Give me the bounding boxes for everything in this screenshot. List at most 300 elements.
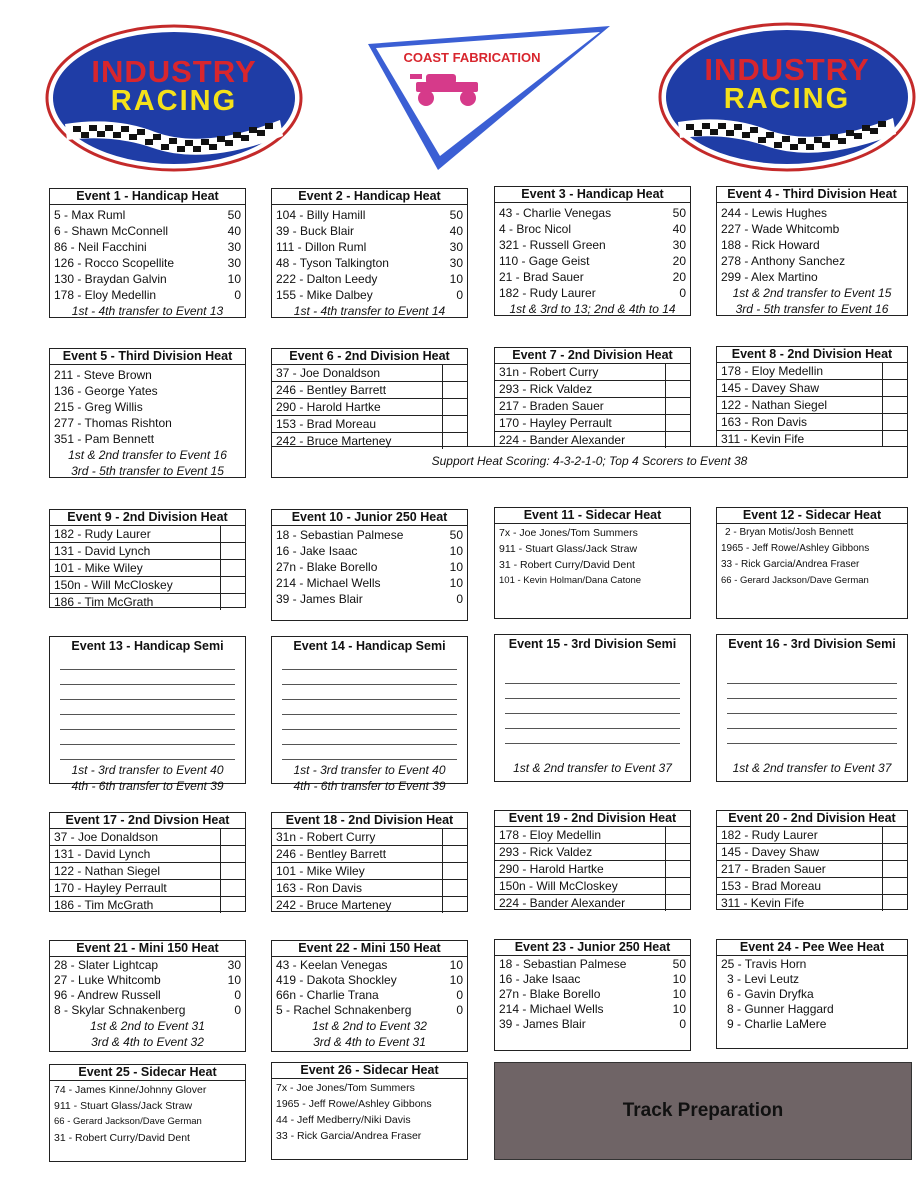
rider-name: 6 - Shawn McConnell [54,224,169,238]
event-title: Event 24 - Pee Wee Heat [717,940,907,956]
industry-racing-logo-right [658,22,916,172]
rider-row [272,207,467,223]
transfer-note: 3rd & 4th to Event 32 [91,1035,204,1049]
rider-row [272,1128,467,1144]
rider-name: 214 - Michael Wells [499,1002,604,1016]
rider-row [272,239,467,255]
transfer-note: 1st - 4th transfer to Event 13 [71,304,224,318]
rider-row [50,239,245,255]
rider-row [272,382,467,399]
rider-name: 153 - Brad Moreau [721,879,822,893]
transfer-note: 3rd - 5th transfer to Event 15 [71,464,224,478]
rider-name: 293 - Rick Valdez [499,845,593,859]
rider-row [717,269,907,285]
event-22-card [271,940,468,1052]
score-cell [220,880,245,896]
rider-row [272,829,467,846]
rider-name: 290 - Harold Hartke [499,862,604,876]
rider-row [50,526,245,543]
rider-points: 0 [234,1003,241,1017]
rider-name: 186 - Tim McGrath [54,898,154,912]
rider-points: 10 [672,972,686,986]
logo-line2: RACING [723,83,851,115]
rider-name: 222 - Dalton Leedy [276,272,378,286]
rider-points: 10 [672,987,686,1001]
transfer-note: 1st & 2nd transfer to Event 15 [732,286,892,300]
rider-row [272,958,467,973]
score-cell [220,543,245,559]
rider-name: 224 - Bander Alexander [499,896,626,910]
rider-row [495,844,690,861]
rider-name: 39 - James Blair [499,1017,586,1031]
rider-row [272,1080,467,1096]
rider-name: 9 - Charlie LaMere [727,1017,827,1031]
support-heat-note: Support Heat Scoring: 4-3-2-1-0; Top 4 Scorers to Event 38 [431,454,748,468]
rider-name: 74 - James Kinne/Johnny Glover [54,1084,207,1096]
rider-row [495,381,690,398]
blank-line [727,684,897,699]
transfer-note: 1st & 2nd to Event 32 [312,1019,427,1033]
rider-row [495,557,690,573]
rider-name: 16 - Jake Isaac [499,972,581,986]
rider-name: 86 - Neil Facchini [54,240,147,254]
event-26-card [271,1062,468,1160]
event-4-card [716,186,908,316]
rider-name: 244 - Lewis Hughes [721,206,828,220]
rider-name: 39 - James Blair [276,592,363,606]
rider-points: 30 [449,240,463,254]
rider-row [272,846,467,863]
score-cell [442,829,467,845]
rider-row [717,363,907,380]
transfer-note: 1st & 2nd transfer to Event 37 [732,761,892,775]
rider-name: 246 - Bentley Barrett [276,383,387,397]
score-cell [442,399,467,415]
event-title: Event 3 - Handicap Heat [495,187,690,203]
score-cell [882,861,907,877]
blank-line [60,730,235,745]
rider-points: 20 [672,254,686,268]
rider-row [50,1082,245,1098]
rider-name: 131 - David Lynch [54,544,151,558]
event-title: Event 21 - Mini 150 Heat [50,941,245,957]
rider-name: 1965 - Jeff Rowe/Ashley Gibbons [721,543,870,554]
blank-line [60,745,235,760]
event-title: Event 15 - 3rd Division Semi [508,637,677,651]
rider-points: 0 [679,286,686,300]
rider-name: 311 - Kevin Fife [721,432,805,446]
event-18-card [271,812,468,912]
blank-line [60,715,235,730]
rider-name: 110 - Gage Geist [499,254,590,268]
rider-row [717,1002,907,1017]
event-title: Event 25 - Sidecar Heat [50,1065,245,1081]
rider-name: 31 - Robert Curry/David Dent [54,1132,190,1144]
blank-line [727,729,897,744]
event-15-card [494,634,691,782]
rider-name: 277 - Thomas Rishton [54,416,172,430]
rider-row [717,844,907,861]
rider-name: 8 - Skylar Schnakenberg [54,1003,186,1017]
rider-name: 66n - Charlie Trana [276,988,379,1002]
blank-line [282,670,457,685]
rider-points: 0 [456,288,463,302]
rider-name: 224 - Bander Alexander [499,433,626,447]
rider-row [50,543,245,560]
event-title: Event 20 - 2nd Division Heat [717,811,907,827]
transfer-note: 4th - 6th transfer to Event 39 [71,779,224,793]
rider-name: 178 - Eloy Medellin [54,288,157,302]
rider-row [272,527,467,543]
event-title: Event 16 - 3rd Division Semi [728,637,896,651]
rider-row [50,367,245,383]
rider-row [495,364,690,381]
score-cell [220,829,245,845]
rider-row [50,287,245,303]
rider-row [50,973,245,988]
event-title: Event 12 - Sidecar Heat [717,508,907,524]
event-title: Event 7 - 2nd Division Heat [495,348,690,364]
rider-points: 10 [227,272,241,286]
event-14-card [271,636,468,793]
rider-row [272,988,467,1003]
rider-name: 217 - Braden Sauer [721,862,826,876]
score-cell [665,381,690,397]
rider-name: 182 - Rudy Laurer [499,286,596,300]
rider-points: 0 [234,288,241,302]
rider-row [717,397,907,414]
rider-name: 37 - Joe Donaldson [276,366,381,380]
blank-line [505,729,680,744]
rider-row [272,1112,467,1128]
rider-name: 911 - Stuart Glass/Jack Straw [499,543,638,555]
rider-name: 182 - Rudy Laurer [721,828,818,842]
event-10-card [271,509,468,621]
event-title: Event 4 - Third Division Heat [717,187,907,203]
blank-line [282,730,457,745]
rider-row [717,987,907,1002]
event-title: Event 13 - Handicap Semi [71,639,224,653]
transfer-note: 1st & 2nd transfer to Event 37 [513,761,672,775]
rider-name: 170 - Hayley Perrault [54,881,167,895]
score-cell [665,364,690,380]
rider-row [50,399,245,415]
rider-name: 215 - Greg Willis [54,400,143,414]
blank-line [60,655,235,670]
score-cell [442,382,467,398]
rider-row [272,575,467,591]
rider-row [717,414,907,431]
rider-row [717,541,907,557]
coast-fabrication-logo [364,24,612,174]
rider-points: 50 [672,957,686,971]
rider-points: 0 [234,988,241,1002]
rider-name: 211 - Steve Brown [54,368,152,382]
rider-row [717,237,907,253]
event-20-card [716,810,908,910]
score-cell [220,560,245,576]
rider-row [495,827,690,844]
rider-name: 188 - Rick Howard [721,238,820,252]
rider-row [50,577,245,594]
track-preparation-label: Track Preparation [622,1100,784,1121]
rider-row [50,863,245,880]
rider-row [495,237,690,253]
rider-name: 351 - Pam Bennett [54,432,155,446]
score-cell [665,861,690,877]
blank-line [505,699,680,714]
score-cell [220,594,245,610]
rider-row [495,1017,690,1032]
rider-points: 0 [456,1003,463,1017]
score-cell [442,863,467,879]
event-21-card [49,940,246,1052]
sponsor-name: COAST FABRICATION [403,50,541,65]
rider-row [495,221,690,237]
logo-line1: INDUSTRY [91,54,257,89]
score-cell [882,827,907,843]
rider-row [495,253,690,269]
rider-row [50,255,245,271]
rider-name: 290 - Harold Hartke [276,400,381,414]
rider-row [717,1017,907,1032]
blank-line [282,685,457,700]
rider-name: 136 - George Yates [54,384,158,398]
event-title: Event 9 - 2nd Division Heat [50,510,245,526]
rider-name: 8 - Gunner Haggard [727,1002,834,1016]
rider-name: 170 - Hayley Perrault [499,416,612,430]
rider-name: 96 - Andrew Russell [54,988,161,1002]
rider-row [50,880,245,897]
event-title: Event 11 - Sidecar Heat [495,508,690,524]
event-2-card [271,188,468,318]
event-8-card [716,346,908,447]
score-cell [665,415,690,431]
rider-name: 39 - Buck Blair [276,224,355,238]
rider-name: 33 - Rick Garcia/Andrea Fraser [276,1130,422,1142]
score-cell [882,397,907,413]
rider-name: 278 - Anthony Sanchez [721,254,846,268]
rider-row [272,255,467,271]
blank-line [727,699,897,714]
rider-name: 242 - Bruce Marteney [276,898,392,912]
rider-points: 10 [449,272,463,286]
score-cell [442,365,467,381]
rider-name: 5 - Rachel Schnakenberg [276,1003,412,1017]
event-title: Event 17 - 2nd Divsion Heat [50,813,245,829]
rider-row [50,1130,245,1146]
rider-row [495,1002,690,1017]
rider-row [272,543,467,559]
event-17-card [49,812,246,912]
rider-points: 0 [456,988,463,1002]
event-title: Event 26 - Sidecar Heat [272,1063,467,1079]
rider-name: 321 - Russell Green [499,238,606,252]
event-title: Event 5 - Third Division Heat [50,349,245,365]
transfer-note: 3rd & 4th to Event 31 [313,1035,426,1049]
score-cell [882,363,907,379]
rider-row [272,287,467,303]
rider-row [717,221,907,237]
rider-row [717,861,907,878]
rider-row [717,878,907,895]
rider-name: 153 - Brad Moreau [276,417,377,431]
rider-row [50,958,245,973]
rider-row [272,271,467,287]
rider-row [717,253,907,269]
transfer-note: 1st - 3rd transfer to Event 40 [293,763,446,777]
event-5-card [49,348,246,478]
rider-row [495,895,690,911]
rider-row [50,1098,245,1114]
rider-name: 27 - Luke Whitcomb [54,973,161,987]
event-7-card [494,347,691,447]
rider-row [272,1003,467,1018]
score-cell [882,380,907,396]
rider-row [717,895,907,911]
rider-row [272,880,467,897]
rider-points: 10 [449,560,463,574]
rider-row [50,846,245,863]
rider-row [495,957,690,972]
rider-name: 246 - Bentley Barrett [276,847,387,861]
rider-row [272,416,467,433]
rider-row [272,897,467,913]
logo-line2: RACING [110,85,238,117]
rider-points: 20 [672,270,686,284]
rider-points: 10 [449,973,463,987]
rider-points: 30 [672,238,686,252]
rider-row [272,559,467,575]
rider-row [717,957,907,972]
rider-points: 50 [672,206,686,220]
industry-racing-logo-left [45,24,303,172]
rider-points: 10 [449,958,463,972]
rider-name: 101 - Mike Wiley [54,561,143,575]
rider-points: 40 [672,222,686,236]
rider-name: 186 - Tim McGrath [54,595,154,609]
rider-points: 50 [449,208,463,222]
rider-name: 25 - Travis Horn [721,957,807,971]
rider-name: 3 - Levi Leutz [727,972,800,986]
transfer-note: 1st & 3rd to 13; 2nd & 4th to 14 [509,302,676,316]
rider-row [717,827,907,844]
score-cell [220,577,245,593]
rider-name: 145 - Davey Shaw [721,845,820,859]
rider-row [495,269,690,285]
score-cell [665,844,690,860]
blank-line [727,714,897,729]
rider-name: 101 - Kevin Holman/Dana Catone [499,575,642,586]
transfer-note: 1st - 4th transfer to Event 14 [293,304,446,318]
rider-name: 242 - Bruce Marteney [276,434,392,448]
rider-name: 28 - Slater Lightcap [54,958,159,972]
rider-name: 419 - Dakota Shockley [276,973,397,987]
event-25-card [49,1064,246,1162]
rider-row [495,861,690,878]
rider-row [495,525,690,541]
rider-row [50,897,245,913]
score-cell [882,895,907,911]
event-11-card [494,507,691,619]
score-cell [882,878,907,894]
score-cell [442,880,467,896]
transfer-note: 1st & 2nd to Event 31 [90,1019,205,1033]
rider-row [272,591,467,607]
score-cell [442,846,467,862]
rider-name: 155 - Mike Dalbey [276,288,373,302]
rider-row [50,431,245,447]
rider-points: 30 [227,240,241,254]
event-title: Event 14 - Handicap Semi [293,639,446,653]
rider-name: 37 - Joe Donaldson [54,830,159,844]
rider-name: 33 - Rick Garcia/Andrea Fraser [721,559,860,570]
rider-name: 217 - Braden Sauer [499,399,604,413]
score-cell [220,526,245,542]
rider-name: 43 - Keelan Venegas [276,958,388,972]
rider-name: 163 - Ron Davis [276,881,363,895]
event-title: Event 19 - 2nd Division Heat [495,811,690,827]
rider-name: 66 - Gerard Jackson/Dave German [721,575,869,586]
blank-line [60,685,235,700]
rider-name: 178 - Eloy Medellin [721,364,824,378]
rider-name: 122 - Nathan Siegel [54,864,161,878]
rider-row [495,398,690,415]
rider-name: 163 - Ron Davis [721,415,808,429]
rider-row [272,399,467,416]
rider-name: 911 - Stuart Glass/Jack Straw [54,1100,193,1112]
rider-row [272,433,467,449]
event-title: Event 6 - 2nd Division Heat [272,349,467,365]
rider-row [50,594,245,610]
rider-points: 10 [449,544,463,558]
score-cell [882,431,907,447]
rider-name: 5 - Max Ruml [54,208,126,222]
score-cell [442,416,467,432]
transfer-note: 1st - 3rd transfer to Event 40 [71,763,224,777]
rider-name: 44 - Jeff Medberry/Niki Davis [276,1114,411,1126]
rider-row [50,383,245,399]
event-title: Event 8 - 2nd Division Heat [717,347,907,363]
rider-points: 40 [227,224,241,238]
rider-name: 293 - Rick Valdez [499,382,593,396]
rider-name: 4 - Broc Nicol [499,222,572,236]
rider-row [717,525,907,541]
rider-name: 31n - Robert Curry [276,830,376,844]
score-cell [665,398,690,414]
rider-name: 48 - Tyson Talkington [276,256,389,270]
score-cell [442,433,467,449]
rider-row [717,972,907,987]
rider-points: 30 [449,256,463,270]
rider-name: 21 - Brad Sauer [499,270,584,284]
event-16-card [716,634,908,782]
rider-name: 178 - Eloy Medellin [499,828,602,842]
rider-name: 101 - Mike Wiley [276,864,365,878]
rider-name: 122 - Nathan Siegel [721,398,828,412]
rider-row [50,1114,245,1130]
event-title: Event 18 - 2nd Division Heat [272,813,467,829]
rider-row [50,207,245,223]
rider-name: 43 - Charlie Venegas [499,206,612,220]
rider-name: 7x - Joe Jones/Tom Summers [276,1082,415,1094]
rider-row [272,365,467,382]
rider-row [717,205,907,221]
rider-name: 311 - Kevin Fife [721,896,805,910]
rider-row [495,972,690,987]
rider-name: 16 - Jake Isaac [276,544,358,558]
blank-line [505,669,680,684]
